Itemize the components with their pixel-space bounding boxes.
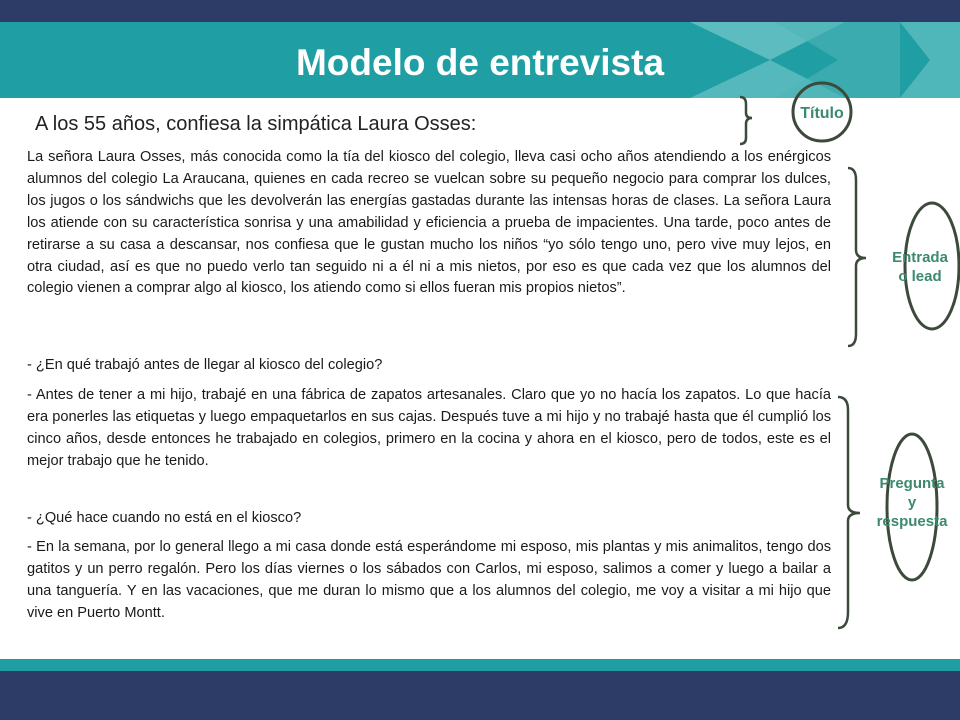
lead-label-line-2: o lead [898,268,942,285]
interview-headline: A los 55 años, confiesa la simpática Laura Osses: [35,113,477,135]
question-1: - ¿En qué trabajó antes de llegar al kiosco del colegio? [27,357,383,373]
qa-label [862,474,960,531]
qa-label-line-1: Pregunta [879,475,945,492]
answer-1: - Antes de tener a mi hijo, trabajé en una fábrica de zapatos artesanales. Claro que yo no hacía los zapatos. Lo que hacía era ponerles las etiquetas y luego empaquetarlos en sus cajas. Después tuve a mi hijo y no trabajé hasta que él cumplió los cinco años, desde entonces he trabajado en colegios, primero en la cocina y ahora en el kiosco, pero de todos, este es el mejor trabajo que he tenido. [27,387,831,469]
lead-label [880,248,960,286]
lead-brace [848,168,866,346]
bottom-navy-band [0,671,960,720]
title-label: Título [800,105,844,122]
question-2: - ¿Qué hace cuando no está en el kiosco? [27,510,302,526]
qa-label-line-3: respuesta [876,513,948,530]
lead-paragraph: La señora Laura Osses, más conocida como la tía del kiosco del colegio, lleva casi ocho años atendiendo a los enérgicos alumnos del colegio La Araucana, quienes en cada recreo se vuelcan sobre su pequeño negocio para comprar los dulces, los jugos o los sándwichs que les devolverán las energías gastadas durante las intensas horas de clases. La señora Laura los atiende con su característica sonrisa y una amabilidad y eficiencia a prueba de impacientes. Una tarde, poco antes de retirarse a su casa a descansar, nos confiesa que le gustan mucho los niños “yo sólo tengo uno, pero vive muy lejos, en otra ciudad, así es que no puedo verlo tan seguido ni a él ni a mis nietos, por eso es que cada vez que los alumnos del colegio vienen a comprar algo al kiosco, los atiendo como si ellos fueran mis propios nietos”. [27,149,831,297]
bottom-teal-line [0,659,960,671]
slide-title: Modelo de entrevista [295,42,665,83]
answer-2: - En la semana, por lo general llego a mi casa donde está esperándome mi esposo, mis plantas y mis animalitos, tengo dos gatitos y un perro regalón. Pero los días viernes o los sábados con Carlos, mi esposo, salimos a comer y luego a bailar a una tanguería. Y en las vacaciones, que me duran lo mismo que a los alumnos del colegio, me voy a visitar a mi hijo que vive en Puerto Montt. [27,539,831,621]
lead-label-line-1: Entrada [892,249,948,266]
qa-label-line-2: y [907,494,917,511]
title-brace [740,97,752,144]
qa-brace [838,397,860,628]
